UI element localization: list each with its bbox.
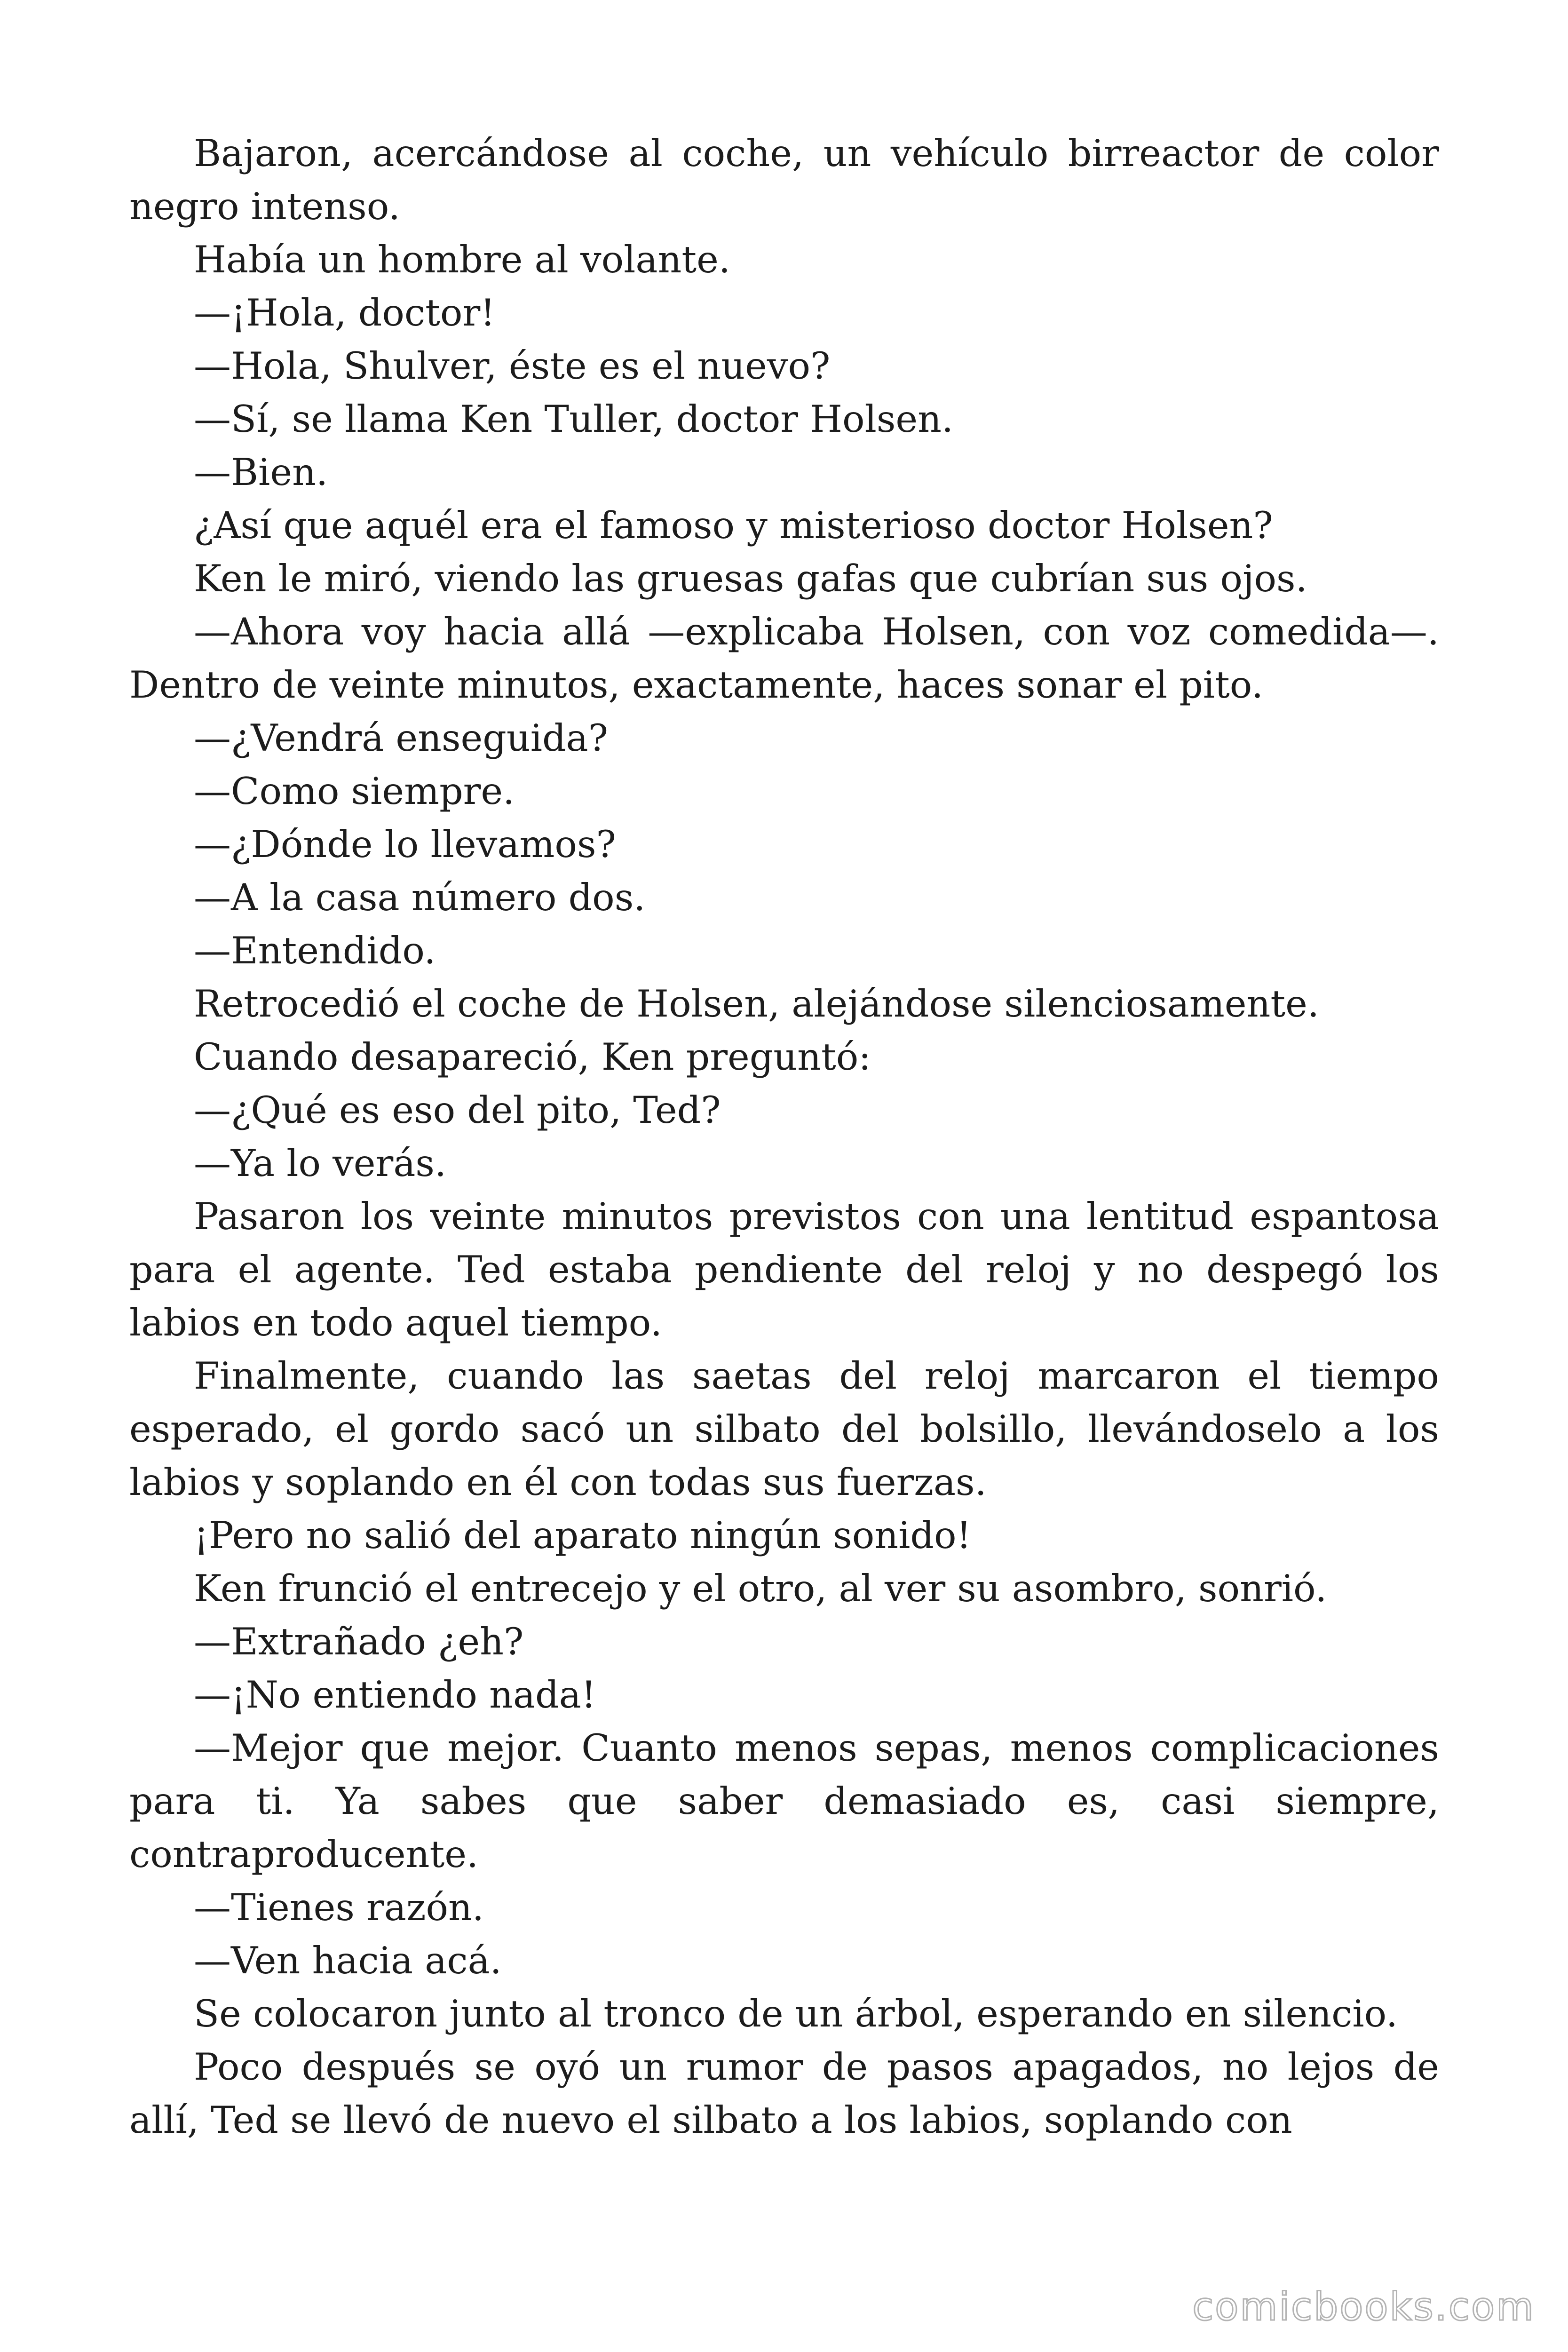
paragraph: Se colocaron junto al tronco de un árbol, esperando en silencio. — [194, 1992, 1398, 2035]
paragraph: —Extrañado ¿eh? — [194, 1620, 524, 1663]
page-body — [129, 127, 1439, 2147]
paragraph: Había un hombre al volante. — [194, 238, 730, 281]
paragraph: —Mejor que mejor. Cuanto menos sepas, menos complicaciones para ti. Ya sabes que saber demasiado es, casi siempre, contraproducente. — [129, 1726, 1439, 1876]
paragraph: ¿Así que aquél era el famoso y misterioso doctor Holsen? — [194, 504, 1273, 547]
paragraph: —Entendido. — [194, 929, 436, 972]
paragraph: Pasaron los veinte minutos previstos con una lentitud espantosa para el agente. Ted estaba pendiente del reloj y no despegó los labios en todo aquel tiempo. — [129, 1195, 1439, 1344]
paragraph: Cuando desapareció, Ken preguntó: — [194, 1035, 871, 1079]
paragraph: —Sí, se llama Ken Tuller, doctor Holsen. — [194, 397, 954, 441]
paragraph: Ken frunció el entrecejo y el otro, al ver su asombro, sonrió. — [194, 1567, 1327, 1610]
paragraph: —¿Vendrá enseguida? — [194, 716, 608, 760]
paragraph: —¡No entiendo nada! — [194, 1673, 596, 1716]
paragraph: —¡Hola, doctor! — [194, 291, 495, 334]
paragraph: —¿Qué es eso del pito, Ted? — [194, 1089, 721, 1132]
paragraph: —Ahora voy hacia allá —explicaba Holsen, con voz comedida—. Dentro de veinte minutos, exactamente, haces sonar el pito. — [129, 610, 1439, 707]
paragraph: —Tienes razón. — [194, 1886, 484, 1929]
paragraph: —Ya lo verás. — [194, 1142, 447, 1185]
paragraph: Poco después se oyó un rumor de pasos apagados, no lejos de allí, Ted se llevó de nuevo el silbato a los labios, soplando con — [129, 2045, 1439, 2142]
paragraph: ¡Pero no salió del aparato ningún sonido! — [194, 1514, 972, 1557]
paragraph: —Bien. — [194, 451, 328, 494]
paragraph: —A la casa número dos. — [194, 876, 646, 919]
paragraph: Finalmente, cuando las saetas del reloj marcaron el tiempo esperado, el gordo sacó un silbato del bolsillo, llevándoselo a los labios y soplando en él con todas sus fuerzas. — [129, 1354, 1439, 1504]
paragraph: Ken le miró, viendo las gruesas gafas que cubrían sus ojos. — [194, 557, 1307, 600]
paragraph: —Hola, Shulver, éste es el nuevo? — [194, 344, 831, 388]
paragraph: Retrocedió el coche de Holsen, alejándose silenciosamente. — [194, 982, 1319, 1025]
watermark: comicbooks.com — [1192, 2285, 1535, 2329]
paragraph: —Ven hacia acá. — [194, 1939, 502, 1982]
paragraph: Bajaron, acercándose al coche, un vehículo birreactor de color negro intenso. — [129, 132, 1439, 228]
paragraph: —¿Dónde lo llevamos? — [194, 823, 616, 866]
paragraph: —Como siempre. — [194, 770, 515, 813]
